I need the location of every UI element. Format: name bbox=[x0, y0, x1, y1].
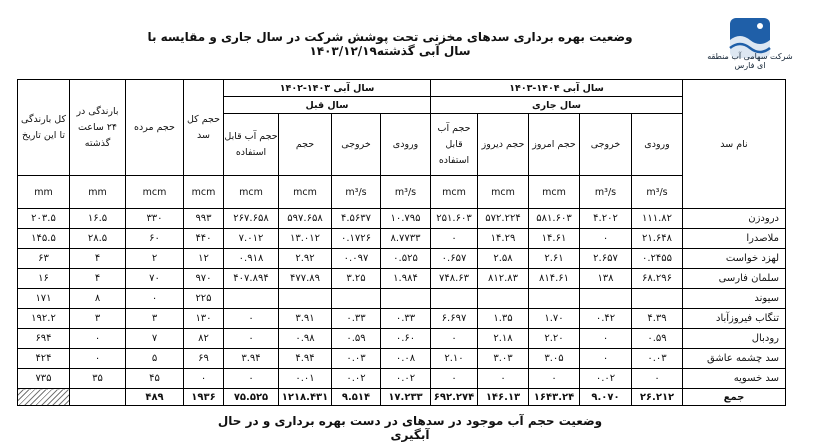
prev-volume-cell: ۴.۹۴ bbox=[279, 349, 332, 369]
cur-outflow-cell: ۰.۴۲ bbox=[580, 309, 632, 329]
total-cell: ۴۸۹ bbox=[126, 389, 184, 406]
cur-today-cell: ۱.۷۰ bbox=[529, 309, 580, 329]
table-row bbox=[18, 249, 786, 269]
table-row bbox=[18, 229, 786, 249]
table-row bbox=[18, 209, 786, 229]
rain-24h-cell: ۳ bbox=[70, 309, 126, 329]
cur-usable-cell: ۲.۱۰ bbox=[431, 349, 478, 369]
rain-24h-cell: ۰ bbox=[70, 329, 126, 349]
header-current-year: سال آبی ۱۴۰۴-۱۴۰۳ bbox=[431, 80, 683, 97]
unit-cell: mcm bbox=[126, 176, 184, 209]
cur-inflow-cell: ۶۸.۲۹۶ bbox=[632, 269, 683, 289]
cur-outflow-cell bbox=[580, 289, 632, 309]
prev-volume-cell bbox=[279, 289, 332, 309]
dead-volume-cell: ۰ bbox=[126, 289, 184, 309]
prev-outflow-cell: ۳.۲۵ bbox=[332, 269, 381, 289]
total-volume-cell: ۰ bbox=[184, 369, 224, 389]
prev-outflow-cell: ۰.۰۹۷ bbox=[332, 249, 381, 269]
cur-usable-cell: ۰ bbox=[431, 229, 478, 249]
prev-usable-cell: ۷.۰۱۲ bbox=[224, 229, 279, 249]
cur-outflow-cell: ۴.۲۰۲ bbox=[580, 209, 632, 229]
prev-inflow-cell: ۰.۰۲ bbox=[381, 369, 431, 389]
org-name: شرکت سهامی آب منطقه ای فارس bbox=[707, 52, 793, 70]
cur-yesterday-cell: ۱.۳۵ bbox=[478, 309, 529, 329]
unit-cell: mm bbox=[70, 176, 126, 209]
dam-name-cell: تنگاب فیروزآباد bbox=[683, 309, 786, 329]
prev-inflow-cell: ۱۰.۷۹۵ bbox=[381, 209, 431, 229]
table-row bbox=[18, 349, 786, 369]
prev-usable-cell: ۰.۹۱۸ bbox=[224, 249, 279, 269]
rain-total-cell: ۱۹۲.۲ bbox=[18, 309, 70, 329]
cur-outflow-cell: ۰ bbox=[580, 349, 632, 369]
header-cur-outflow: خروجی bbox=[580, 114, 632, 176]
cur-today-cell: ۲.۲۰ bbox=[529, 329, 580, 349]
total-volume-cell: ۱۲ bbox=[184, 249, 224, 269]
prev-volume-cell: ۰.۰۱ bbox=[279, 369, 332, 389]
cur-today-cell bbox=[529, 289, 580, 309]
prev-usable-cell: ۰ bbox=[224, 309, 279, 329]
rain-total-cell: ۱۴۵.۵ bbox=[18, 229, 70, 249]
prev-usable-cell bbox=[224, 289, 279, 309]
prev-outflow-cell: ۰.۱۷۲۶ bbox=[332, 229, 381, 249]
cur-outflow-cell: ۰ bbox=[580, 229, 632, 249]
cur-outflow-cell: ۱۳۸ bbox=[580, 269, 632, 289]
dead-volume-cell: ۳ bbox=[126, 309, 184, 329]
prev-volume-cell: ۵۹۷.۶۵۸ bbox=[279, 209, 332, 229]
dead-volume-cell: ۴۵ bbox=[126, 369, 184, 389]
header-dead-volume: حجم مرده bbox=[126, 80, 184, 176]
unit-cell: mcm bbox=[478, 176, 529, 209]
cur-today-cell: ۸۱۴.۶۱ bbox=[529, 269, 580, 289]
cur-inflow-cell: ۰.۲۴۵۵ bbox=[632, 249, 683, 269]
rain-total-cell: ۲۰۳.۵ bbox=[18, 209, 70, 229]
cur-yesterday-cell: ۲.۱۸ bbox=[478, 329, 529, 349]
dead-volume-cell: ۷۰ bbox=[126, 269, 184, 289]
table-row bbox=[18, 289, 786, 309]
total-empty-cell bbox=[70, 389, 126, 406]
prev-outflow-cell: ۴.۵۶۳۷ bbox=[332, 209, 381, 229]
cur-today-cell: ۵۸۱.۶۰۳ bbox=[529, 209, 580, 229]
unit-cell: mm bbox=[18, 176, 70, 209]
prev-volume-cell: ۱۳.۰۱۲ bbox=[279, 229, 332, 249]
dam-name-cell: لهزد خواست bbox=[683, 249, 786, 269]
rain-24h-cell: ۳۵ bbox=[70, 369, 126, 389]
dam-name-cell: درودزن bbox=[683, 209, 786, 229]
cur-today-cell: ۳.۰۵ bbox=[529, 349, 580, 369]
header-prev-volume: حجم bbox=[279, 114, 332, 176]
cur-yesterday-cell: ۱۴.۲۹ bbox=[478, 229, 529, 249]
prev-outflow-cell: ۰.۵۹ bbox=[332, 329, 381, 349]
dead-volume-cell: ۳۳۰ bbox=[126, 209, 184, 229]
cur-today-cell: ۱۴.۶۱ bbox=[529, 229, 580, 249]
total-volume-cell: ۹۷۰ bbox=[184, 269, 224, 289]
cur-inflow-cell: ۰ bbox=[632, 369, 683, 389]
prev-inflow-cell: ۰.۵۲۵ bbox=[381, 249, 431, 269]
header-cur-yesterday: حجم دیروز bbox=[478, 114, 529, 176]
table-row bbox=[18, 369, 786, 389]
dam-name-cell: سیوند bbox=[683, 289, 786, 309]
header-current: سال جاری bbox=[431, 97, 683, 114]
dam-name-cell: رودبال bbox=[683, 329, 786, 349]
cur-yesterday-cell: ۵۷۲.۲۲۴ bbox=[478, 209, 529, 229]
dam-name-cell: سد چشمه عاشق bbox=[683, 349, 786, 369]
unit-cell: mcm bbox=[529, 176, 580, 209]
cur-outflow-cell: ۲.۶۵۷ bbox=[580, 249, 632, 269]
cur-usable-cell: ۲۵۱.۶۰۳ bbox=[431, 209, 478, 229]
total-volume-cell: ۴۴۰ bbox=[184, 229, 224, 249]
rain-total-cell: ۷۳۵ bbox=[18, 369, 70, 389]
header-total-volume: حجم کل سد bbox=[184, 80, 224, 176]
total-cell: ۲۶.۲۱۲ bbox=[632, 389, 683, 406]
header-dam-name: نام سد bbox=[683, 80, 786, 209]
unit-cell: m³/s bbox=[632, 176, 683, 209]
header-prev-year: سال آبی ۱۴۰۳-۱۴۰۲ bbox=[224, 80, 431, 97]
cur-usable-cell: ۰.۶۵۷ bbox=[431, 249, 478, 269]
prev-usable-cell: ۰ bbox=[224, 329, 279, 349]
unit-cell: mcm bbox=[184, 176, 224, 209]
dam-name-cell: سلمان فارسی bbox=[683, 269, 786, 289]
cur-outflow-cell: ۰.۰۲ bbox=[580, 369, 632, 389]
prev-inflow-cell: ۰.۶۰ bbox=[381, 329, 431, 349]
unit-cell: m³/s bbox=[381, 176, 431, 209]
cur-usable-cell: ۰ bbox=[431, 369, 478, 389]
rain-total-cell: ۴۲۴ bbox=[18, 349, 70, 369]
cur-usable-cell: ۰ bbox=[431, 329, 478, 349]
rain-24h-cell: ۰ bbox=[70, 349, 126, 369]
header-prev-inflow: ورودی bbox=[381, 114, 431, 176]
table-row bbox=[18, 269, 786, 289]
dam-name-cell: سد خسویه bbox=[683, 369, 786, 389]
header-cur-today: حجم امروز bbox=[529, 114, 580, 176]
total-cell: ۱۴۶.۱۳ bbox=[478, 389, 529, 406]
prev-inflow-cell: ۰.۰۸ bbox=[381, 349, 431, 369]
prev-inflow-cell bbox=[381, 289, 431, 309]
cur-today-cell: ۰ bbox=[529, 369, 580, 389]
header-prev-usable: حجم آب قابل استفاده bbox=[224, 114, 279, 176]
cur-inflow-cell: ۰.۵۹ bbox=[632, 329, 683, 349]
prev-outflow-cell: ۰.۳۳ bbox=[332, 309, 381, 329]
header-rain-24h: بارندگی در ۲۴ ساعت گذشته bbox=[70, 80, 126, 176]
table-row bbox=[18, 329, 786, 349]
header-rain-total: کل بارندگی تا این تاریخ bbox=[18, 80, 70, 176]
dead-volume-cell: ۲ bbox=[126, 249, 184, 269]
total-volume-cell: ۱۳۰ bbox=[184, 309, 224, 329]
cur-yesterday-cell: ۸۱۲.۸۳ bbox=[478, 269, 529, 289]
prev-volume-cell: ۲.۹۲ bbox=[279, 249, 332, 269]
rain-24h-cell: ۱۶.۵ bbox=[70, 209, 126, 229]
total-cell: ۱۶۴۳.۲۴ bbox=[529, 389, 580, 406]
unit-cell: mcm bbox=[431, 176, 478, 209]
unit-cell: mcm bbox=[279, 176, 332, 209]
total-volume-cell: ۶۹ bbox=[184, 349, 224, 369]
rain-24h-cell: ۴ bbox=[70, 269, 126, 289]
rain-24h-cell: ۲۸.۵ bbox=[70, 229, 126, 249]
total-cell: ۱۷.۲۳۳ bbox=[381, 389, 431, 406]
total-volume-cell: ۹۹۳ bbox=[184, 209, 224, 229]
cur-yesterday-cell bbox=[478, 289, 529, 309]
hatched-cell bbox=[18, 389, 70, 406]
prev-inflow-cell: ۸.۷۷۳۳ bbox=[381, 229, 431, 249]
prev-outflow-cell bbox=[332, 289, 381, 309]
cur-yesterday-cell: ۰ bbox=[478, 369, 529, 389]
total-cell: ۹.۵۱۴ bbox=[332, 389, 381, 406]
header-cur-usable: حجم آب قابل استفاده bbox=[431, 114, 478, 176]
cur-inflow-cell bbox=[632, 289, 683, 309]
prev-usable-cell: ۲۶۷.۶۵۸ bbox=[224, 209, 279, 229]
prev-usable-cell: ۳.۹۴ bbox=[224, 349, 279, 369]
table-row bbox=[18, 309, 786, 329]
dam-status-table bbox=[17, 79, 786, 406]
rain-total-cell: ۶۳ bbox=[18, 249, 70, 269]
cur-yesterday-cell: ۳.۰۳ bbox=[478, 349, 529, 369]
rain-24h-cell: ۸ bbox=[70, 289, 126, 309]
total-volume-cell: ۲۲۵ bbox=[184, 289, 224, 309]
rain-total-cell: ۶۹۴ bbox=[18, 329, 70, 349]
dead-volume-cell: ۶۰ bbox=[126, 229, 184, 249]
cur-inflow-cell: ۲۱.۶۴۸ bbox=[632, 229, 683, 249]
total-row bbox=[18, 389, 786, 406]
total-cell: ۷۵.۵۲۵ bbox=[224, 389, 279, 406]
cur-usable-cell: ۶.۶۹۷ bbox=[431, 309, 478, 329]
rain-24h-cell: ۴ bbox=[70, 249, 126, 269]
footer-title: وضعیت حجم آب موجود در سدهای در دست بهره برداری و در حال آبگیری bbox=[217, 414, 603, 442]
cur-usable-cell: ۷۴۸.۶۳ bbox=[431, 269, 478, 289]
cur-usable-cell bbox=[431, 289, 478, 309]
cur-inflow-cell: ۰.۰۳ bbox=[632, 349, 683, 369]
header-prev-outflow: خروجی bbox=[332, 114, 381, 176]
dead-volume-cell: ۵ bbox=[126, 349, 184, 369]
prev-inflow-cell: ۱.۹۸۴ bbox=[381, 269, 431, 289]
total-cell: ۱۹۳۶ bbox=[184, 389, 224, 406]
report-title: وضعیت بهره برداری سدهای مخزنی تحت پوشش شرکت در سال جاری و مقایسه با سال آبی گذشته۱۴۰۳/۱۲/۱۹ bbox=[147, 30, 633, 58]
cur-today-cell: ۲.۶۱ bbox=[529, 249, 580, 269]
prev-usable-cell: ۴۰۷.۸۹۴ bbox=[224, 269, 279, 289]
rain-total-cell: ۱۷۱ bbox=[18, 289, 70, 309]
prev-volume-cell: ۰.۹۸ bbox=[279, 329, 332, 349]
unit-cell: m³/s bbox=[332, 176, 381, 209]
dam-name-cell: ملاصدرا bbox=[683, 229, 786, 249]
cur-yesterday-cell: ۲.۵۸ bbox=[478, 249, 529, 269]
total-volume-cell: ۸۲ bbox=[184, 329, 224, 349]
cur-inflow-cell: ۱۱۱.۸۲ bbox=[632, 209, 683, 229]
prev-inflow-cell: ۰.۳۳ bbox=[381, 309, 431, 329]
prev-volume-cell: ۴۷۷.۸۹ bbox=[279, 269, 332, 289]
total-cell: ۱۲۱۸.۴۳۱ bbox=[279, 389, 332, 406]
total-cell: ۹.۰۷۰ bbox=[580, 389, 632, 406]
cur-inflow-cell: ۴.۳۹ bbox=[632, 309, 683, 329]
prev-volume-cell: ۳.۹۱ bbox=[279, 309, 332, 329]
prev-usable-cell: ۰ bbox=[224, 369, 279, 389]
prev-outflow-cell: ۰.۰۳ bbox=[332, 349, 381, 369]
unit-cell: m³/s bbox=[580, 176, 632, 209]
total-label: جمع bbox=[683, 389, 786, 406]
dead-volume-cell: ۷ bbox=[126, 329, 184, 349]
header-cur-inflow: ورودی bbox=[632, 114, 683, 176]
rain-total-cell: ۱۶ bbox=[18, 269, 70, 289]
total-cell: ۶۹۲.۲۷۴ bbox=[431, 389, 478, 406]
unit-cell: mcm bbox=[224, 176, 279, 209]
prev-outflow-cell: ۰.۰۲ bbox=[332, 369, 381, 389]
cur-outflow-cell: ۰ bbox=[580, 329, 632, 349]
header-prev: سال قبل bbox=[224, 97, 431, 114]
